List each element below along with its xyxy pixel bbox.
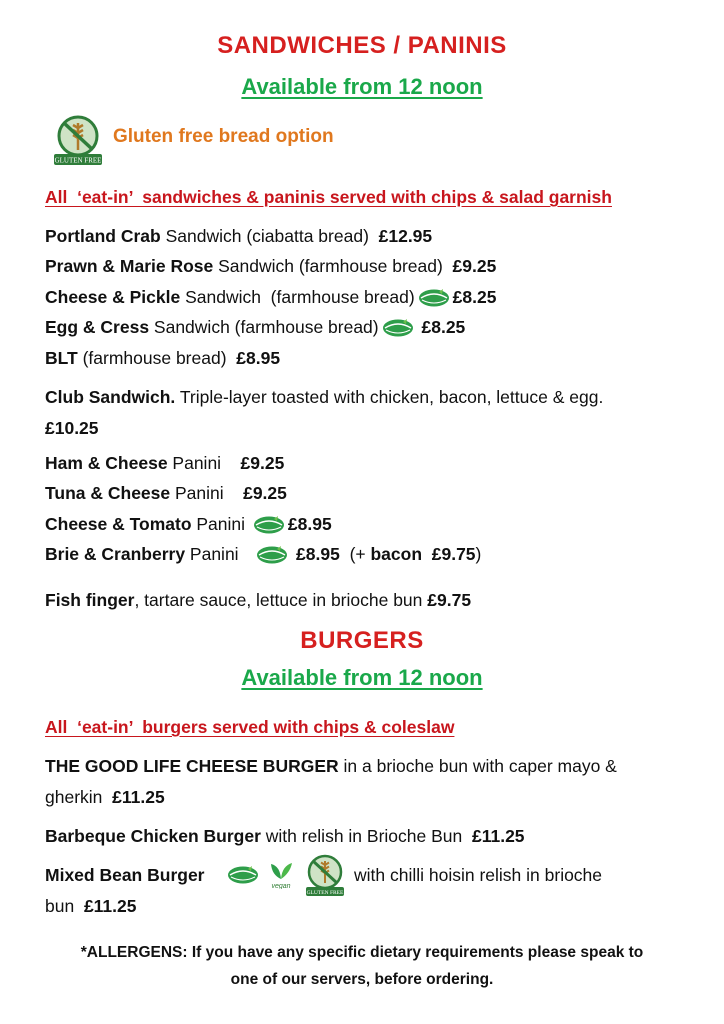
allergens-notice-line1: *ALLERGENS: If you have any specific dietary requirements please speak to — [80, 944, 644, 961]
menu-item-brie-cranberry-panini: Brie & Cranberry Panini £8.95 (+ bacon £9.75) — [45, 544, 482, 564]
sandwiches-availability: Available from 12 noon — [241, 74, 483, 99]
burgers-title: BURGERS — [300, 627, 424, 654]
menu-item-fish-finger: Fish finger, tartare sauce, lettuce in brioche bun £9.75 — [45, 590, 472, 610]
menu-item-cheese-tomato-panini: Cheese & Tomato Panini £8.95 — [45, 514, 332, 534]
menu-item-tuna-cheese-panini: Tuna & Cheese Panini £9.25 — [45, 483, 287, 503]
vegetarian-icon — [255, 545, 289, 565]
menu-item-mixed-bean-burger: Mixed Bean Burger — [45, 865, 205, 885]
menu-item-blt: BLT (farmhouse bread) £8.95 — [45, 348, 281, 368]
gluten-free-icon — [51, 114, 105, 166]
gluten-free-icon — [303, 853, 347, 897]
menu-item-ham-cheese-panini: Ham & Cheese Panini £9.25 — [45, 453, 285, 473]
gluten-free-option: Gluten free bread option — [113, 126, 334, 147]
svg-text:GLUTEN FREE: GLUTEN FREE — [54, 156, 102, 165]
club-sandwich-price: £10.25 — [45, 418, 99, 438]
svg-text:GLUTEN FREE: GLUTEN FREE — [306, 890, 344, 896]
allergens-notice-line2: one of our servers, before ordering. — [230, 971, 494, 988]
mixed-bean-burger-price: bun £11.25 — [45, 896, 137, 916]
menu-item-bbq-chicken-burger: Barbeque Chicken Burger with relish in Brioche Bun £11.25 — [45, 826, 525, 846]
menu-item-good-life-burger: THE GOOD LIFE CHEESE BURGER in a brioche bun with caper mayo & — [45, 756, 617, 776]
good-life-burger-price: gherkin £11.25 — [45, 787, 165, 807]
vegetarian-icon — [252, 515, 286, 535]
sandwiches-served-note: All ‘eat-in’ sandwiches & paninis served with chips & salad garnish — [45, 187, 612, 207]
menu-item-egg-cress: Egg & Cress Sandwich (farmhouse bread) £8.25 — [45, 317, 466, 337]
vegetarian-icon — [381, 318, 415, 338]
menu-item-portland-crab: Portland Crab Sandwich (ciabatta bread) £12.95 — [45, 226, 433, 246]
vegan-icon — [266, 859, 296, 889]
burgers-availability: Available from 12 noon — [241, 665, 483, 690]
menu-item-prawn-marie-rose: Prawn & Marie Rose Sandwich (farmhouse bread) £9.25 — [45, 256, 497, 276]
sandwiches-title: SANDWICHES / PANINIS — [217, 32, 507, 59]
mixed-bean-burger-desc: with chilli hoisin relish in brioche — [354, 865, 603, 885]
svg-text:vegan: vegan — [271, 883, 291, 889]
burgers-served-note: All ‘eat-in’ burgers served with chips & coleslaw — [45, 717, 455, 737]
menu-item-club-sandwich: Club Sandwich. Triple-layer toasted with chicken, bacon, lettuce & egg. — [45, 387, 604, 407]
menu-item-cheese-pickle: Cheese & Pickle Sandwich (farmhouse bread) £8.25 — [45, 287, 497, 307]
vegetarian-icon — [417, 288, 451, 308]
vegetarian-icon — [226, 864, 260, 886]
